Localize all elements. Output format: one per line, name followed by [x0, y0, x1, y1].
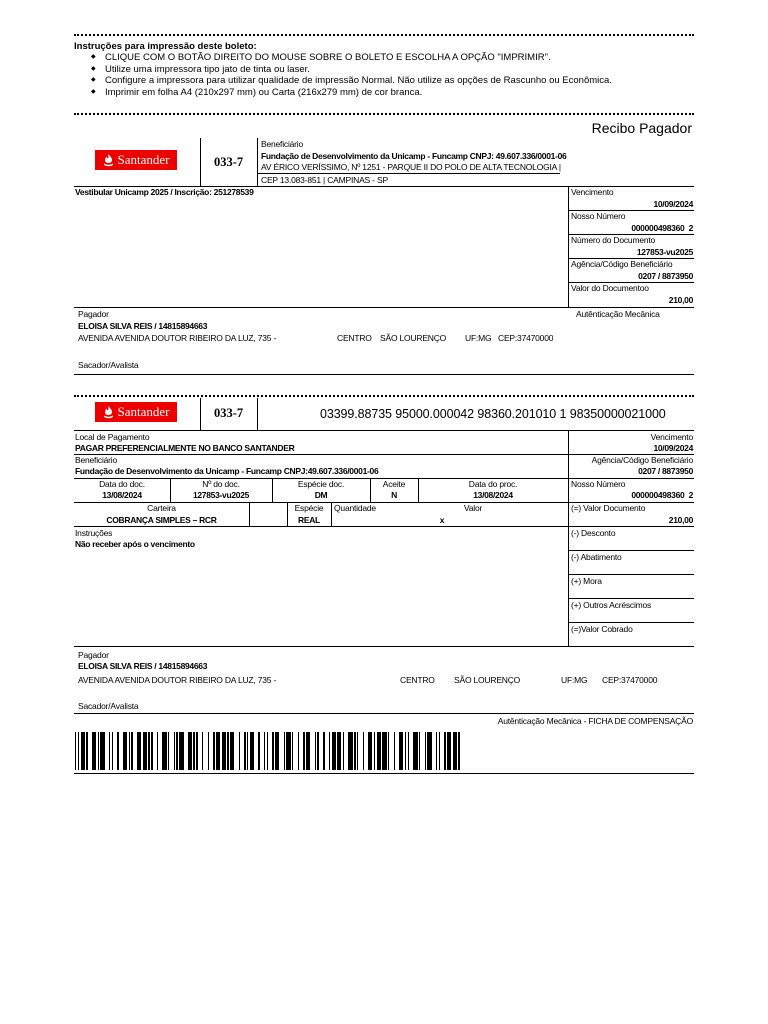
data-doc-value: 13/08/2024: [102, 490, 142, 500]
especie-doc-label: Espécie doc.: [297, 479, 345, 489]
divider: [74, 646, 694, 647]
especie-label: Espécie: [294, 503, 324, 513]
carteira-value: COBRANÇA SIMPLES – RCR: [106, 515, 217, 525]
quantidade-label: Quantidade: [334, 503, 376, 513]
top-dashed-divider: [74, 34, 694, 36]
receipt-title: Recibo Pagador: [591, 120, 692, 136]
instruction-item: ◆ CLIQUE COM O BOTÃO DIREITO DO MOUSE SOBRE O BOLETO E ESCOLHA A OPÇÃO "IMPRIMIR".: [105, 52, 612, 64]
autenticacao-label: Autênticação Mecânica: [576, 309, 660, 319]
slip-pagador-label: Pagador: [78, 650, 109, 660]
flame-icon: [103, 406, 114, 419]
divider: [74, 526, 694, 527]
instrucoes-value: Não receber após o vencimento: [75, 539, 195, 549]
vencimento-label: Vencimento: [571, 187, 614, 197]
aceite-label: Aceite: [382, 479, 406, 489]
mora-label: (+) Mora: [571, 576, 602, 586]
slip-pagador-cep: CEP:37470000: [602, 675, 658, 685]
divider: [331, 502, 332, 526]
valor-x: x: [439, 515, 445, 525]
beneficiario-label: Beneficiário: [261, 139, 304, 149]
valor-documento-label: (=) Valor Documento: [571, 503, 646, 513]
barcode: [75, 732, 465, 770]
slip-pagador-uf: UF:MG: [561, 675, 588, 685]
pagador-address: AVENIDA AVENIDA DOUTOR RIBEIRO DA LUZ, 735 -: [78, 333, 277, 343]
slip-pagador-bairro: CENTRO: [400, 675, 435, 685]
divider: [568, 550, 694, 551]
num-doc-label: Nº do doc.: [202, 479, 240, 489]
brand-name: Santander: [117, 152, 170, 167]
agencia-value: 0207 / 8873950: [638, 271, 693, 281]
slip-pagador-name: ELOISA SILVA REIS / 14815894663: [78, 661, 208, 671]
divider: [568, 598, 694, 599]
numero-documento-label: Número do Documento: [571, 235, 656, 245]
agencia-label: Agência/Código Beneficiário: [571, 259, 673, 269]
slip-agencia-value: 0207 / 8873950: [638, 466, 693, 476]
brand-name: Santander: [117, 404, 170, 419]
divider: [568, 430, 569, 646]
divider: [249, 502, 250, 526]
carteira-label: Carteira: [147, 503, 176, 513]
pagador-bairro: CENTRO: [337, 333, 372, 343]
num-doc-value: 127853-vu2025: [192, 490, 250, 500]
beneficiario-address-1: AV ÉRICO VERÍSSIMO, Nº 1251 - PARQUE II DO POLO DE ALTA TECNOLOGIA |: [261, 162, 561, 172]
slip-vencimento-value: 10/09/2024: [653, 443, 693, 453]
sacador-label: Sacador/Avalista: [78, 360, 139, 370]
beneficiario-name: Fundação de Desenvolvimento da Unicamp - Funcamp CNPJ: 49.607.336/0001-06: [261, 151, 567, 161]
instruction-item: ◆ Utilize uma impressora tipo jato de tinta ou laser.: [105, 64, 612, 76]
slip-pagador-address: AVENIDA AVENIDA DOUTOR RIBEIRO DA LUZ, 735 -: [78, 675, 277, 685]
slip-pagador-cidade: SÃO LOURENÇO: [454, 675, 521, 685]
divider: [257, 138, 258, 186]
divider: [74, 374, 694, 375]
divider: [74, 713, 694, 714]
slip-nosso-numero-value: 000000498360 2: [631, 490, 693, 500]
desconto-label: (-) Desconto: [571, 528, 616, 538]
especie-value: REAL: [298, 515, 320, 525]
aceite-value: N: [391, 490, 397, 500]
pagador-name: ELOISA SILVA REIS / 14815894663: [78, 321, 208, 331]
divider: [74, 773, 694, 774]
divider: [200, 138, 201, 186]
pagador-cep: CEP:37470000: [498, 333, 554, 343]
cut-line-1: [74, 113, 694, 115]
slip-nosso-numero-label: Nosso Número: [571, 479, 626, 489]
slip-sacador-label: Sacador/Avalista: [78, 701, 139, 711]
nosso-numero-label: Nosso Número: [571, 211, 626, 221]
slip-beneficiario-name: Fundação de Desenvolvimento da Unicamp - Funcamp CNPJ:49.607.336/0001-06: [75, 466, 379, 476]
bank-code-slip: 033-7: [214, 406, 244, 420]
outros-acrescimos-label: (+) Outros Acréscimos: [571, 600, 652, 610]
data-proc-label: Data do proc.: [468, 479, 518, 489]
pagador-uf: UF:MG: [465, 333, 492, 343]
data-proc-value: 13/08/2024: [473, 490, 513, 500]
divider: [258, 173, 560, 174]
divider: [74, 307, 694, 308]
beneficiario-address-2: CEP 13.083-851 | CAMPINAS - SP: [261, 175, 388, 185]
valor-documento-label: Valor do Documentoo: [571, 283, 649, 293]
instrucoes-label: Instruções: [75, 528, 113, 538]
nosso-numero-value: 000000498360 2: [631, 223, 693, 233]
cut-line-2: [74, 395, 694, 397]
bank-code: 033-7: [214, 155, 244, 169]
divider: [74, 430, 694, 431]
instructions-title: Instruções para impressão deste boleto:: [74, 41, 257, 52]
instruction-item: ◆ Configure a impressora para utilizar qualidade de impressão Normal. Não utilize as opções de Rascunho ou Econômica.: [105, 75, 612, 87]
pagador-label: Pagador: [78, 309, 109, 319]
especie-doc-value: DM: [314, 490, 328, 500]
valor-documento-value: 210,00: [668, 515, 693, 525]
valor-label: Valor: [463, 503, 483, 513]
instruction-item: ◆ Imprimir em folha A4 (210x297 mm) ou Carta (216x279 mm) de cor branca.: [105, 87, 612, 99]
slip-agencia-label: Agência/Código Beneficiário: [591, 455, 693, 465]
slip-beneficiario-label: Beneficiário: [75, 455, 118, 465]
divider: [257, 398, 258, 430]
vencimento-value: 10/09/2024: [653, 199, 693, 209]
santander-logo-slip: [95, 402, 177, 422]
receipt-description: Vestibular Unicamp 2025 / Inscrição: 251278539: [75, 187, 254, 197]
divider: [200, 398, 201, 430]
santander-logo: [95, 150, 177, 170]
pagador-cidade: SÃO LOURENÇO: [380, 333, 447, 343]
instructions-list: [74, 52, 612, 98]
divider: [568, 186, 569, 307]
divider: [568, 574, 694, 575]
slip-vencimento-label: Vencimento: [650, 432, 693, 442]
local-pagamento-label: Local de Pagamento: [75, 432, 150, 442]
numero-documento-value: 127853-vu2025: [636, 247, 693, 257]
linha-digitavel: 03399.88735 95000.000042 98360.201010 1 98350000021000: [320, 407, 666, 421]
ficha-compensacao-label: Autênticação Mecânica - FICHA DE COMPENSAÇÃO: [497, 716, 693, 726]
local-pagamento-value: PAGAR PREFERENCIALMENTE NO BANCO SANTANDER: [75, 443, 295, 453]
flame-icon: [103, 154, 114, 167]
data-doc-label: Data do doc.: [99, 479, 145, 489]
divider: [568, 622, 694, 623]
abatimento-label: (-) Abatimento: [571, 552, 622, 562]
valor-cobrado-label: (=)Valor Cobrado: [571, 624, 633, 634]
valor-documento-value: 210,00: [668, 295, 693, 305]
